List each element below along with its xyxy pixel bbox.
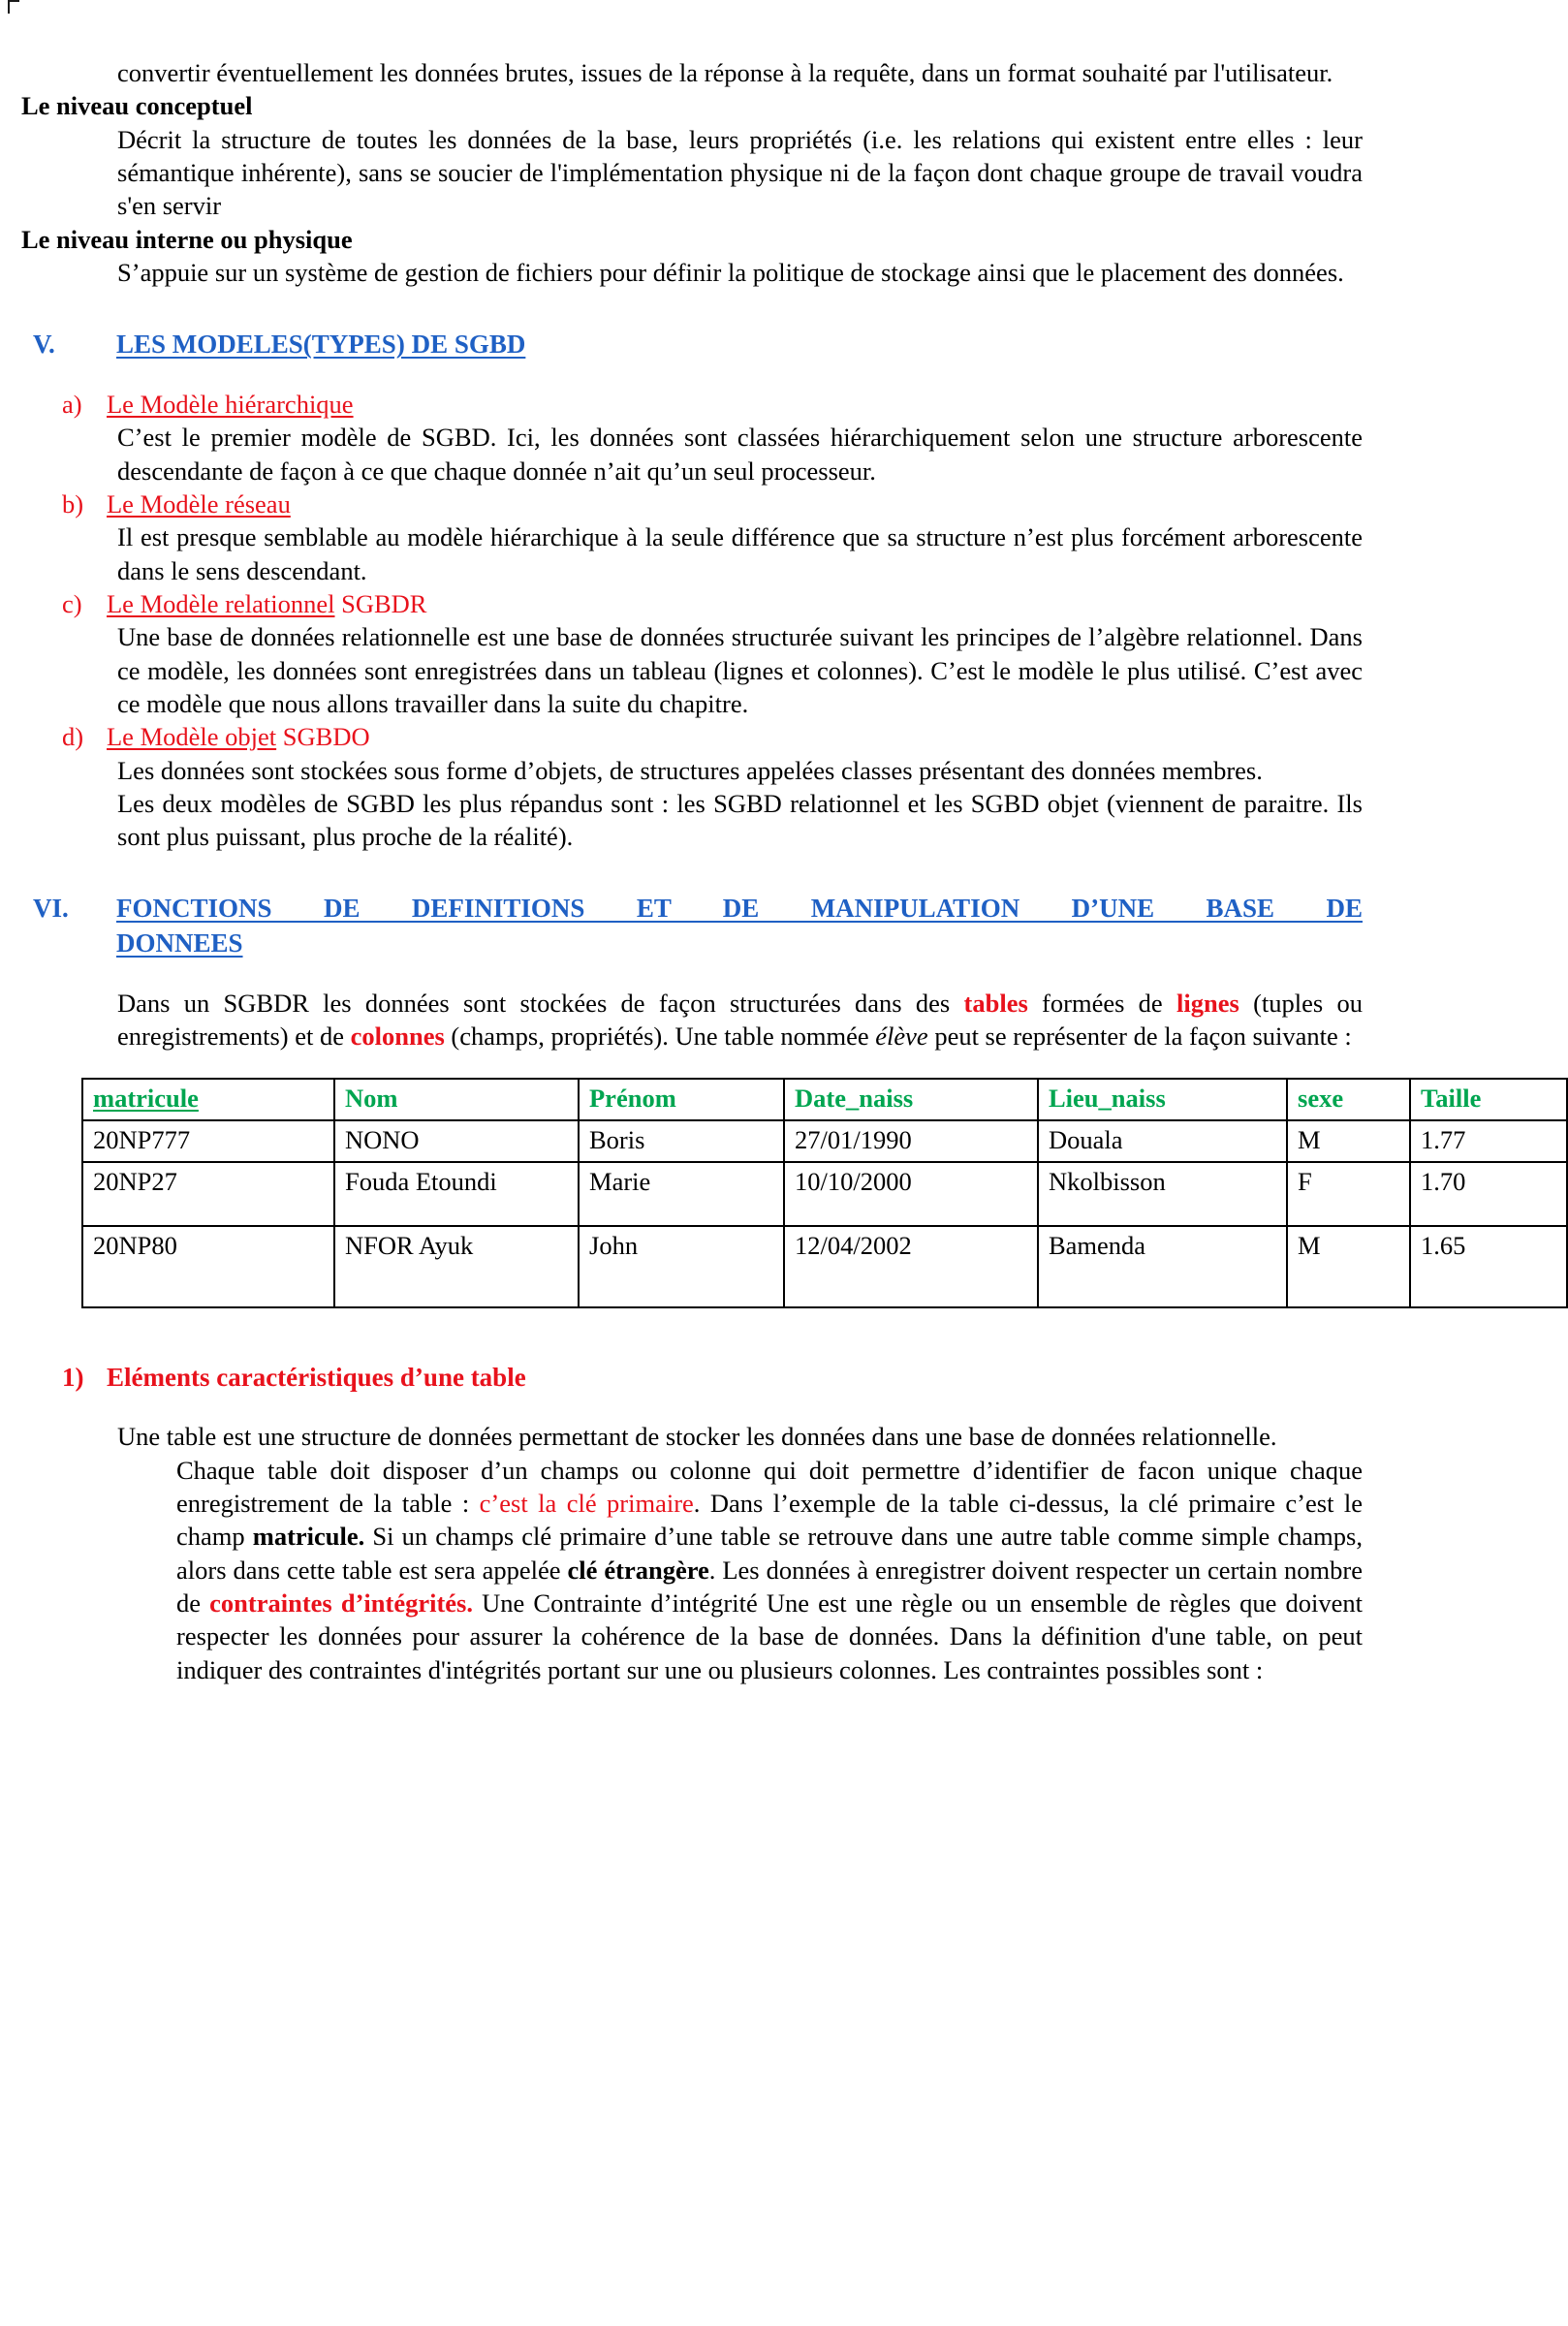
table-row xyxy=(82,1226,1567,1307)
intro-text-5: peut se représenter de la façon suivante : xyxy=(927,1022,1352,1051)
column-header-taille: Taille xyxy=(1410,1079,1567,1120)
page-corner-mark xyxy=(8,0,19,14)
section-title-vi-line2: DONNEES xyxy=(116,928,243,959)
cell-matricule: 20NP777 xyxy=(82,1120,334,1162)
list-item-c xyxy=(62,587,1363,620)
paragraph-intro-sgbdr xyxy=(117,987,1363,1053)
model-title-hierarchique: Le Modèle hiérarchique xyxy=(107,390,354,420)
paragraph-table-definition: Une table est une structure de données permettant de stocker les données dans une base de données relationnelle. xyxy=(117,1422,1277,1452)
emphasis-lignes: lignes xyxy=(1176,988,1239,1018)
cle-text-2: . Dans l’exemple de la table ci-dessus, la clé primaire c’est le champ xyxy=(176,1489,1364,1552)
paragraph-niveau-conceptuel: Décrit la structure de toutes les données de la base, leurs propriétés (i.e. les relations qui existent entre elles : leur sémantique inhérente), sans se soucier de l'implémentation physique ni de la façon dont chaque groupe de travail voudra s'en servir xyxy=(117,124,1363,221)
column-header-prenom: Prénom xyxy=(579,1079,784,1120)
table-row xyxy=(82,1162,1567,1226)
model-acronym-sgbdr: SGBDR xyxy=(341,588,427,618)
emphasis-cle-primaire: c’est la clé primaire xyxy=(479,1489,694,1519)
list-item-a xyxy=(62,388,1363,421)
subsection-marker-1: 1) xyxy=(62,1363,84,1393)
paragraph-modele-relationnel: Une base de données relationnelle est une base de données structurée suivant les principes de l’algèbre relationnel. Dans ce modèle, les données sont enregistrées dans un tableau (lignes et colonnes). C’est le modèle le plus utilisé. C’est avec ce modèle que nous allons travailler dans la suite du chapitre. xyxy=(117,622,1363,718)
spacer xyxy=(14,1308,1363,1361)
cell-prenom: Boris xyxy=(579,1120,784,1162)
column-header-matricule: matricule xyxy=(82,1079,334,1120)
cell-prenom: Marie xyxy=(579,1162,784,1226)
cle-text-1: Chaque table doit disposer d’un champs ou colonne qui doit permettre d’identifier de facon unique chaque enregistrement de la table : xyxy=(176,1455,1363,1519)
cell-lieu-naiss: Douala xyxy=(1038,1120,1287,1162)
list-marker-c: c) xyxy=(62,588,82,618)
heading-niveau-conceptuel: Le niveau conceptuel xyxy=(21,91,253,121)
cell-date-naiss: 27/01/1990 xyxy=(784,1120,1038,1162)
intro-text-4: (champs, propriétés). Une table nommée xyxy=(444,1022,876,1051)
emphasis-contraintes-integrites: contraintes d’intégrités. xyxy=(209,1587,473,1618)
cle-text-3: Si un champs clé primaire d’une table se retrouve dans une autre table comme simple champs, alors dans cette table est sera appelée xyxy=(176,1522,1363,1585)
paragraph-modeles-repandus: Les deux modèles de SGBD les plus répandus sont : les SGBD relationnel et les SGBD objet (viennent de paraitre. Ils sont plus puissant, plus proche de la réalité). xyxy=(117,788,1363,852)
cell-sexe: M xyxy=(1287,1120,1410,1162)
paragraph-niveau-interne: S’appuie sur un système de gestion de fichiers pour définir la politique de stockage ainsi que le placement des données. xyxy=(117,258,1344,288)
paragraph-cle-primaire xyxy=(176,1454,1363,1686)
cell-prenom: John xyxy=(579,1226,784,1307)
spacer xyxy=(14,853,1363,892)
paragraph-modele-hierarchique: C’est le premier modèle de SGBD. Ici, les données sont classées hiérarchiquement selon une structure arborescente descendante de façon à ce que chaque donnée n’ait qu’un seul processeur. xyxy=(117,423,1363,486)
intro-text-2: formées de xyxy=(1027,988,1176,1018)
intro-text-3: (tuples ou enregistrements) et de xyxy=(117,988,1363,1051)
subsection-heading-1 xyxy=(62,1361,1363,1395)
cell-lieu-naiss: Nkolbisson xyxy=(1038,1162,1287,1226)
spacer xyxy=(14,362,1363,388)
cell-sexe: M xyxy=(1287,1226,1410,1307)
cell-nom: Fouda Etoundi xyxy=(334,1162,579,1226)
cle-text-4: . Les données à enregistrer doivent respecter un certain nombre de xyxy=(176,1555,1364,1618)
section-heading-vi-cont xyxy=(33,927,1363,961)
column-header-nom: Nom xyxy=(334,1079,579,1120)
table-body xyxy=(82,1120,1567,1307)
emphasis-matricule: matricule. xyxy=(252,1522,365,1552)
heading-niveau-interne: Le niveau interne ou physique xyxy=(21,224,353,254)
cle-text-5: Une Contrainte d’intégrité Une est une règle ou un ensemble de règles que doivent respecter les données pour assurer la cohérence de la base de données. Dans la définition d'une table, on peut indiquer des contraintes d'intégrités portant sur une ou plusieurs colonnes. Les contraintes possibles sont : xyxy=(176,1587,1363,1684)
section-title-vi-line1: FONCTIONS DE DEFINITIONS ET DE MANIPULATION D’UNE BASE DE xyxy=(116,894,1363,924)
subsection-title-1: Eléments caractéristiques d’une table xyxy=(107,1363,526,1393)
list-marker-a: a) xyxy=(62,390,82,420)
cell-sexe: F xyxy=(1287,1162,1410,1226)
cell-date-naiss: 12/04/2002 xyxy=(784,1226,1038,1307)
list-item-b xyxy=(62,487,1363,520)
model-title-objet: Le Modèle objet xyxy=(107,722,277,752)
emphasis-tables: tables xyxy=(963,988,1028,1018)
list-item-d xyxy=(62,720,1363,753)
column-header-lieu-naiss: Lieu_naiss xyxy=(1038,1079,1287,1120)
section-numeral-v: V. xyxy=(33,330,55,360)
cell-matricule: 20NP27 xyxy=(82,1162,334,1226)
emphasis-cle-etrangere: clé étrangère xyxy=(567,1555,709,1585)
list-marker-b: b) xyxy=(62,489,84,519)
intro-text-1: Dans un SGBDR les données sont stockées de façon structurées dans des xyxy=(117,988,964,1018)
section-title-v: LES MODELES(TYPES) DE SGBD xyxy=(116,330,526,360)
cell-taille: 1.65 xyxy=(1410,1226,1567,1307)
paragraph-convertir: convertir éventuellement les données brutes, issues de la réponse à la requête, dans un format souhaité par l'utilisateur. xyxy=(117,58,1333,87)
model-title-reseau: Le Modèle réseau xyxy=(107,489,291,519)
spacer xyxy=(14,289,1363,328)
paragraph-modele-objet: Les données sont stockées sous forme d’objets, de structures appelées classes présentant des données membres. xyxy=(117,755,1263,785)
paragraph-modele-reseau: Il est presque semblable au modèle hiérarchique à la seule différence que sa structure n’est plus forcément arborescente dans le sens descendant. xyxy=(117,522,1363,585)
emphasis-colonnes: colonnes xyxy=(350,1022,445,1051)
section-heading-v xyxy=(33,328,1363,362)
section-numeral-spacer xyxy=(33,927,116,961)
cell-date-naiss: 10/10/2000 xyxy=(784,1162,1038,1226)
table-header-row xyxy=(82,1079,1567,1120)
emphasis-eleve: élève xyxy=(875,1022,928,1051)
table-eleve xyxy=(81,1078,1568,1308)
column-header-sexe: sexe xyxy=(1287,1079,1410,1120)
cell-taille: 1.70 xyxy=(1410,1162,1567,1226)
list-marker-d: d) xyxy=(62,722,84,752)
spacer xyxy=(14,961,1363,987)
model-title-relationnel: Le Modèle relationnel xyxy=(107,588,335,618)
cell-matricule: 20NP80 xyxy=(82,1226,334,1307)
table-row xyxy=(82,1120,1567,1162)
spacer xyxy=(14,1053,1363,1078)
section-heading-vi xyxy=(33,892,1363,927)
section-numeral-vi: VI. xyxy=(33,894,69,924)
model-acronym-sgbdo: SGBDO xyxy=(282,722,370,752)
cell-nom: NONO xyxy=(334,1120,579,1162)
spacer xyxy=(14,1395,1363,1420)
cell-nom: NFOR Ayuk xyxy=(334,1226,579,1307)
cell-lieu-naiss: Bamenda xyxy=(1038,1226,1287,1307)
column-header-date-naiss: Date_naiss xyxy=(784,1079,1038,1120)
table-header xyxy=(82,1079,1567,1120)
cell-taille: 1.77 xyxy=(1410,1120,1567,1162)
